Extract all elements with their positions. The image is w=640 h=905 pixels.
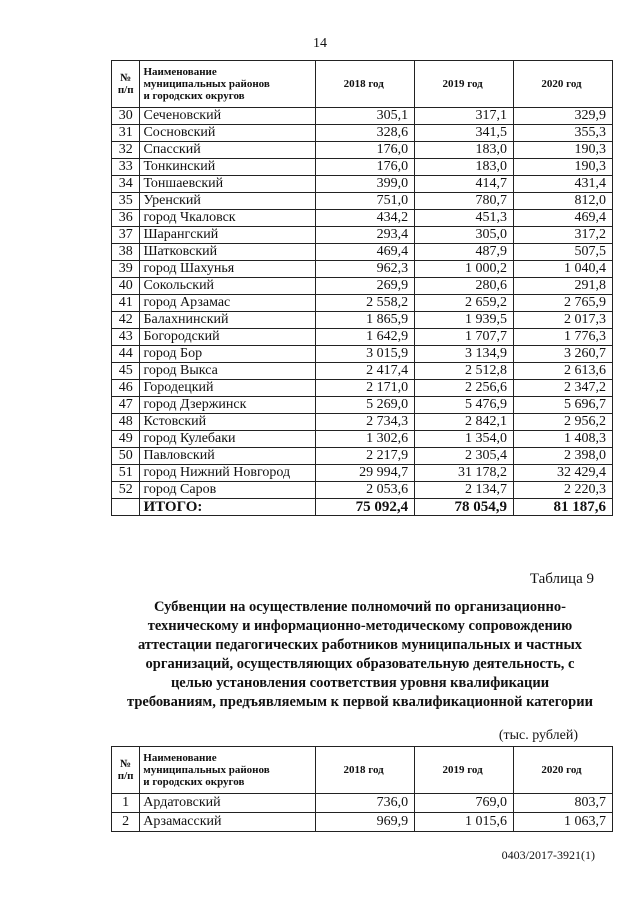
table-row [112,397,613,414]
municipality-name: город Шахунья [140,261,316,278]
value-2020: 2 220,3 [514,482,613,499]
table-row [112,176,613,193]
value-2020: 1 063,7 [514,813,613,832]
municipality-name: Спасский [140,142,316,159]
table-row [112,380,613,397]
value-2019: 31 178,2 [415,465,514,482]
table-row [112,227,613,244]
heading-line: Субвенции на осуществление полномочий по организационно- [154,599,566,615]
value-2020: 190,3 [514,159,613,176]
value-2019: 414,7 [415,176,514,193]
value-2018: 399,0 [316,176,415,193]
table-row [112,794,613,813]
units-label: (тыс. рублей) [498,728,578,743]
table-row [112,482,613,499]
value-2020: 431,4 [514,176,613,193]
value-2020: 812,0 [514,193,613,210]
heading-line: организаций, осуществляющих образовательную деятельность, с [145,656,575,672]
row-number: 41 [112,295,140,312]
value-2018: 2 417,4 [316,363,415,380]
value-2020: 1 776,3 [514,329,613,346]
row-number: 37 [112,227,140,244]
value-2019: 1 354,0 [415,431,514,448]
header-2019: 2019 год [415,747,514,794]
value-2020: 2 347,2 [514,380,613,397]
table-row [112,159,613,176]
value-2019: 1 707,7 [415,329,514,346]
value-2019: 280,6 [415,278,514,295]
value-2018: 2 558,2 [316,295,415,312]
header-num: № п/п [112,61,140,108]
heading-line: целью установления соответствия уровня квалификации [170,675,550,691]
municipality-name: Тоншаевский [140,176,316,193]
value-2018: 2 053,6 [316,482,415,499]
value-2018: 305,1 [316,108,415,125]
row-number: 47 [112,397,140,414]
value-2019: 2 305,4 [415,448,514,465]
municipality-name: Ардатовский [140,794,316,813]
value-2020: 2 613,6 [514,363,613,380]
table-row [112,431,613,448]
value-2019: 2 512,8 [415,363,514,380]
value-2018: 736,0 [316,794,415,813]
table-caption: Таблица 9 [529,571,594,587]
value-2019: 2 134,7 [415,482,514,499]
value-2019: 2 842,1 [415,414,514,431]
value-2018: 2 734,3 [316,414,415,431]
value-2018: 2 217,9 [316,448,415,465]
header-name: Наименование муниципальных районов и городских округов [140,61,316,108]
row-number: 31 [112,125,140,142]
heading-line: аттестации педагогических работников муниципальных и частных [137,637,583,653]
value-2019: 1 015,6 [415,813,514,832]
municipality-name: город Бор [140,346,316,363]
row-number: 44 [112,346,140,363]
row-number: 33 [112,159,140,176]
value-2020: 1 040,4 [514,261,613,278]
municipality-name: город Чкаловск [140,210,316,227]
value-2018: 293,4 [316,227,415,244]
value-2019: 2 256,6 [415,380,514,397]
value-2018: 1 865,9 [316,312,415,329]
value-2020: 291,8 [514,278,613,295]
total-2018: 75 092,4 [316,499,415,516]
value-2018: 3 015,9 [316,346,415,363]
total-2019: 78 054,9 [415,499,514,516]
row-number: 52 [112,482,140,499]
table-row [112,414,613,431]
value-2018: 328,6 [316,125,415,142]
municipality-name: Тонкинский [140,159,316,176]
value-2020: 317,2 [514,227,613,244]
row-number: 34 [112,176,140,193]
table-row [112,193,613,210]
municipality-name: Кстовский [140,414,316,431]
table-row [112,295,613,312]
table-row [112,329,613,346]
row-number: 38 [112,244,140,261]
municipality-name: Уренский [140,193,316,210]
value-2020: 3 260,7 [514,346,613,363]
value-2019: 341,5 [415,125,514,142]
row-number: 36 [112,210,140,227]
header-name: Наименование муниципальных районов и городских округов [140,747,316,794]
row-number: 46 [112,380,140,397]
value-2019: 183,0 [415,142,514,159]
table-row [112,261,613,278]
table-row [112,142,613,159]
header-2020: 2020 год [514,61,613,108]
table-row [112,813,613,832]
heading-line: требованиям, предъявляемым к первой квалификационной категории [127,694,593,710]
value-2019: 1 000,2 [415,261,514,278]
value-2020: 355,3 [514,125,613,142]
value-2018: 269,9 [316,278,415,295]
value-2018: 176,0 [316,142,415,159]
total-2020: 81 187,6 [514,499,613,516]
table-body [112,108,613,516]
value-2019: 1 939,5 [415,312,514,329]
value-2020: 2 956,2 [514,414,613,431]
value-2020: 329,9 [514,108,613,125]
header-2020: 2020 год [514,747,613,794]
value-2020: 2 398,0 [514,448,613,465]
municipality-name: город Дзержинск [140,397,316,414]
municipality-name: Сокольский [140,278,316,295]
value-2019: 780,7 [415,193,514,210]
table-row [112,210,613,227]
value-2018: 469,4 [316,244,415,261]
value-2018: 962,3 [316,261,415,278]
table-row [112,108,613,125]
value-2020: 803,7 [514,794,613,813]
value-2020: 1 408,3 [514,431,613,448]
row-number: 49 [112,431,140,448]
municipality-name: Балахнинский [140,312,316,329]
row-number: 42 [112,312,140,329]
value-2019: 2 659,2 [415,295,514,312]
header-2019: 2019 год [415,61,514,108]
municipality-name: город Нижний Новгород [140,465,316,482]
table-row [112,244,613,261]
document-code: 0403/2017-3921(1) [501,848,595,862]
header-2018: 2018 год [316,61,415,108]
municipality-name: Шатковский [140,244,316,261]
value-2020: 5 696,7 [514,397,613,414]
value-2020: 190,3 [514,142,613,159]
value-2018: 5 269,0 [316,397,415,414]
table-row [112,125,613,142]
row-number: 40 [112,278,140,295]
table-row [112,448,613,465]
municipality-name: Сосновский [140,125,316,142]
municipality-name: Арзамасский [140,813,316,832]
municipality-name: город Арзамас [140,295,316,312]
table-row [112,346,613,363]
value-2019: 3 134,9 [415,346,514,363]
value-2018: 176,0 [316,159,415,176]
subsidy-table-9 [111,746,613,832]
value-2018: 751,0 [316,193,415,210]
total-row [112,499,613,516]
municipality-name: город Саров [140,482,316,499]
row-number: 39 [112,261,140,278]
value-2020: 507,5 [514,244,613,261]
heading-line: техническому и информационно-методическому сопровождению [147,618,573,634]
value-2019: 769,0 [415,794,514,813]
table-row [112,465,613,482]
value-2020: 32 429,4 [514,465,613,482]
header-num: № п/п [112,747,140,794]
value-2018: 1 302,6 [316,431,415,448]
value-2018: 434,2 [316,210,415,227]
value-2020: 469,4 [514,210,613,227]
table-body [112,794,613,832]
municipality-name: Сеченовский [140,108,316,125]
value-2019: 183,0 [415,159,514,176]
row-number: 45 [112,363,140,380]
row-number: 32 [112,142,140,159]
municipality-name: город Кулебаки [140,431,316,448]
value-2019: 451,3 [415,210,514,227]
page-number: 14 [313,36,327,51]
municipality-name: Богородский [140,329,316,346]
row-number: 35 [112,193,140,210]
value-2018: 969,9 [316,813,415,832]
municipality-name: Шарангский [140,227,316,244]
row-number: 2 [112,813,140,832]
value-2019: 487,9 [415,244,514,261]
row-number: 51 [112,465,140,482]
total-label: ИТОГО: [140,499,316,516]
subsidy-table-continued [111,60,613,516]
table-row [112,278,613,295]
municipality-name: город Выкса [140,363,316,380]
value-2018: 1 642,9 [316,329,415,346]
row-number: 48 [112,414,140,431]
table-row [112,312,613,329]
municipality-name: Городецкий [140,380,316,397]
row-number: 1 [112,794,140,813]
total-num-cell [112,499,140,516]
section-heading [110,598,610,712]
value-2018: 29 994,7 [316,465,415,482]
header-2018: 2018 год [316,747,415,794]
value-2019: 5 476,9 [415,397,514,414]
value-2018: 2 171,0 [316,380,415,397]
row-number: 43 [112,329,140,346]
table-row [112,363,613,380]
municipality-name: Павловский [140,448,316,465]
row-number: 30 [112,108,140,125]
value-2019: 305,0 [415,227,514,244]
value-2020: 2 017,3 [514,312,613,329]
row-number: 50 [112,448,140,465]
value-2020: 2 765,9 [514,295,613,312]
value-2019: 317,1 [415,108,514,125]
